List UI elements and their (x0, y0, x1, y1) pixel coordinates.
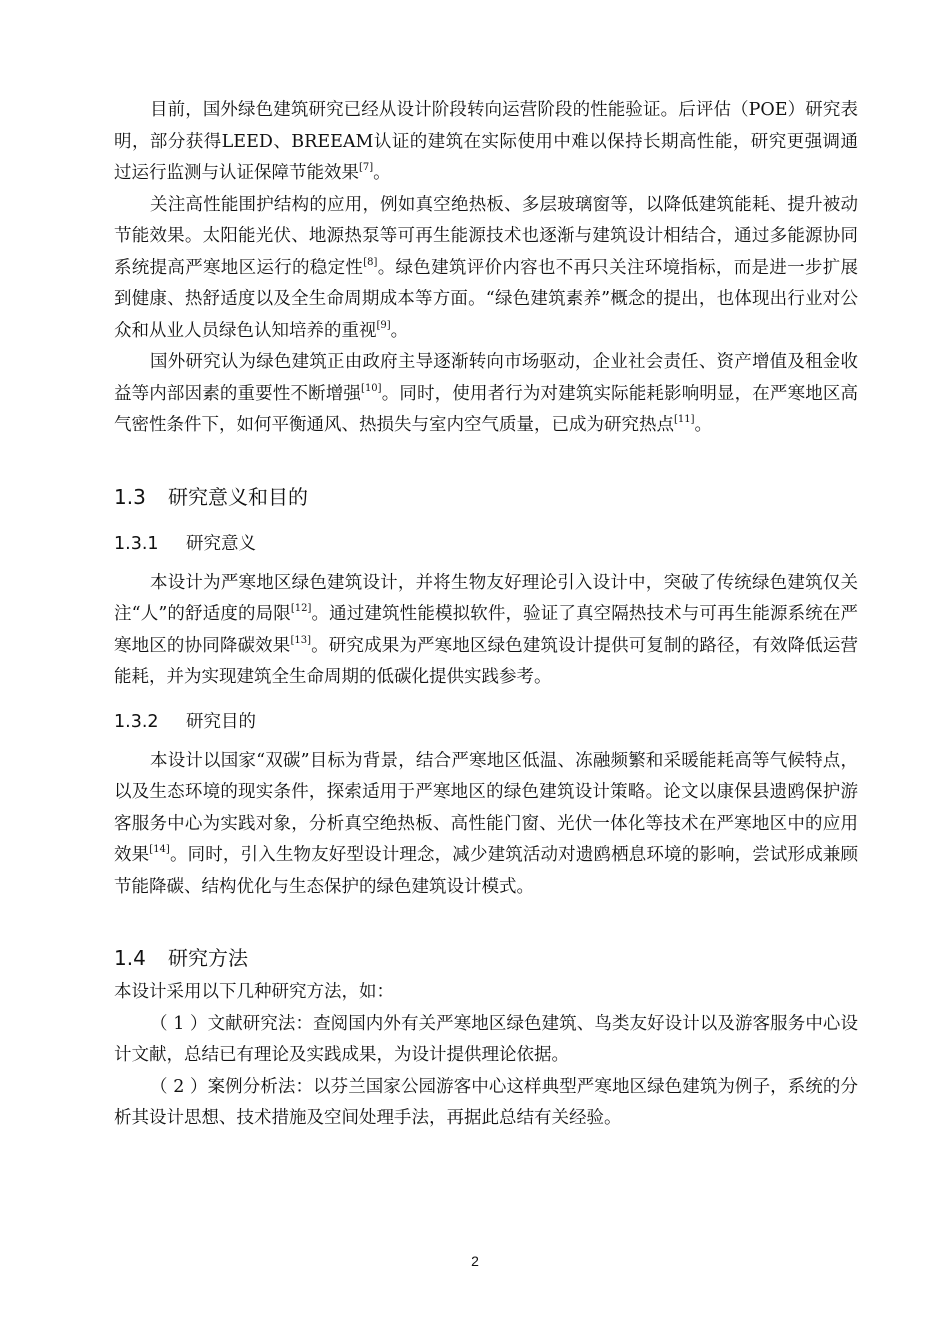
paragraph: 本设计以国家“双碳”目标为背景，结合严寒地区低温、冻融频繁和采暖能耗高等气候特点，以及生态环境的现实条件，探索适用于严寒地区的绿色建筑设计策略。论文以康保县遗鸥保护游客服务中心为实践对象，分析真空绝热板、高性能门窗、光伏一体化等技术在严寒地区中的应用效果[14]。同时，引入生物友好型设计理念，减少建筑活动对遗鸥栖息环境的影响，尝试形成兼顾节能降碳、结构优化与生态保护的绿色建筑设计模式。 (114, 750, 859, 897)
section-number: 1.4 (114, 946, 146, 970)
page-number: 2 (471, 1253, 479, 1269)
subsection-number: 1.3.2 (114, 711, 159, 732)
citation[interactable]: [8] (363, 256, 378, 268)
citation[interactable]: [12] (290, 603, 312, 614)
section-title: 研究意义和目的 (168, 484, 308, 509)
citation[interactable]: [11] (674, 414, 695, 425)
list-item: （ 2 ）案例分析法：以芬兰国家公园游客中心这样典型严寒地区绿色建筑为例子，系统的分析其设计思想、技术措施及空间处理手法，再据此总结有关经验。 (114, 1076, 858, 1128)
paragraph: 国外研究认为绿色建筑正由政府主导逐渐转向市场驱动，企业社会责任、资产增值及租金收益等内部因素的重要性不断增强[10]。同时，使用者行为对建筑实际能耗影响明显，在严寒地区高气密性条件下，如何平衡通风、热损失与室内空气质量，已成为研究热点[11]。 (114, 352, 859, 435)
subsection-number: 1.3.1 (114, 533, 159, 554)
citation[interactable]: [10] (361, 382, 382, 394)
list-item: （ 1 ）文献研究法：查阅国内外有关严寒地区绿色建筑、鸟类友好设计以及游客服务中心设计文献，总结已有理论及实践成果，为设计提供理论依据。 (114, 1013, 858, 1065)
paragraph: 本设计为严寒地区绿色建筑设计，并将生物友好理论引入设计中，突破了传统绿色建筑仅关注“人”的舒适度的局限[12]。通过建筑性能模拟软件，验证了真空隔热技术与可再生能源系统在严寒地区的协同降碳效果[13]。研究成果为严寒地区绿色建筑设计提供可复制的路径，有效降低运营能耗，并为实现建筑全生命周期的低碳化提供实践参考。 (114, 572, 859, 687)
paragraph: 关注高性能围护结构的应用，例如真空绝热板、多层玻璃窗等，以降低建筑能耗、提升被动节能效果。太阳能光伏、地源热泵等可再生能源技术也逐渐与建筑设计相结合，通过多能源协同系统提高严寒地区运行的稳定性[8]。绿色建筑评价内容也不再只关注环境指标，而是进一步扩展到健康、热舒适度以及全生命周期成本等方面。“绿色建筑素养”概念的提出，也体现出行业对公众和从业人员绿色认知培养的重视[9]。 (114, 194, 859, 341)
subsection-heading (114, 708, 858, 736)
section-title: 研究方法 (168, 946, 248, 970)
subsection-title: 研究目的 (186, 711, 256, 732)
paragraph: 本设计采用以下几种研究方法，如： (114, 982, 394, 1002)
citation[interactable]: [7] (359, 162, 374, 173)
citation[interactable]: [14] (149, 844, 170, 855)
citation[interactable]: [9] (376, 319, 391, 331)
section-heading (114, 482, 858, 512)
section-heading (114, 943, 858, 973)
subsection-title: 研究意义 (186, 533, 256, 554)
section-number: 1.3 (114, 484, 146, 509)
paragraph: 目前，国外绿色建筑研究已经从设计阶段转向运营阶段的性能验证。后评估（POE）研究表明，部分获得LEED、BREEAM认证的建筑在实际使用中难以保持长期高性能，研究更强调通过运行监测与认证保障节能效果[7]。 (114, 100, 858, 183)
citation[interactable]: [13] (290, 634, 311, 646)
subsection-heading (114, 530, 858, 558)
